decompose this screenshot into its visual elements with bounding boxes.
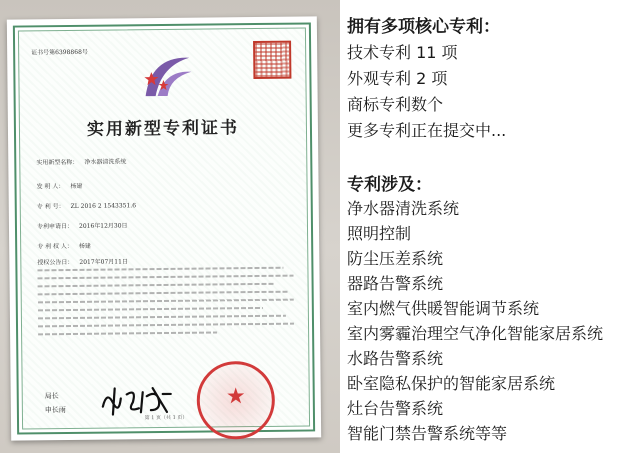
certificate-field (37, 200, 136, 210)
director-title: 局长 (44, 392, 59, 401)
field-label: 实用新型名称： (36, 158, 79, 167)
patent-scope-heading: 专利涉及： (347, 175, 432, 195)
certificate-field (36, 181, 82, 190)
core-patent-item: 技术专利 11 项 (347, 43, 458, 62)
patent-scope-item: 室内燃气供暖智能调节系统 (347, 299, 540, 318)
core-patents-heading: 拥有多项核心专利： (347, 17, 500, 37)
field-label: 发 明 人： (36, 183, 65, 191)
patent-scope-item: 灶台告警系统 (347, 399, 444, 418)
director-name: 申长雨 (44, 406, 66, 415)
core-patent-item: 更多专利正在提交中... (347, 121, 507, 140)
certificate-field (37, 256, 128, 266)
field-label: 授权公告日： (37, 258, 74, 267)
patent-scope-item: 水路告警系统 (347, 349, 444, 368)
field-label: 专利申请日： (36, 222, 74, 231)
field-value: 净水器清洗系统 (84, 158, 127, 166)
field-value: 2017年07月11日 (79, 258, 128, 266)
field-value: 杨建 (70, 182, 83, 190)
certificate-title: 实用新型专利证书 (86, 118, 240, 140)
patent-scope-item: 室内雾霾治理空气净化智能家居系统 (347, 324, 604, 343)
core-patent-item: 外观专利 2 项 (347, 69, 448, 88)
core-patent-item: 商标专利数个 (347, 95, 444, 114)
certificate-qr-stamp (253, 41, 291, 79)
patent-scope-item: 净水器清洗系统 (347, 199, 460, 218)
field-value: 杨建 (78, 242, 91, 250)
official-seal-icon: ★ (196, 361, 275, 440)
certificate-page-number: 第 1 页（共 1 页） (144, 414, 188, 422)
field-value: ZL 2016 2 1543351.6 (70, 202, 137, 210)
patent-scope-item: 卧室隐私保护的智能家居系统 (347, 374, 556, 393)
field-label: 专 利 号： (36, 203, 65, 211)
certificate-body-text (37, 267, 294, 342)
certificate-field (37, 220, 128, 230)
field-label: 专 利 权 人： (37, 242, 73, 251)
patent-scope-item: 器路告警系统 (347, 274, 444, 293)
patent-office-logo-icon (137, 50, 198, 107)
certificate-number: 证书号第6398868号 (31, 48, 88, 57)
field-value: 2016年12月30日 (78, 222, 128, 230)
patent-info-panel (340, 0, 640, 453)
patent-certificate (7, 16, 321, 440)
patent-scope-item: 防尘压差系统 (347, 249, 444, 268)
patent-scope-item: 照明控制 (347, 224, 412, 243)
certificate-field (37, 241, 91, 251)
patent-scope-item: 智能门禁告警系统等等 (347, 424, 508, 443)
certificate-field (36, 156, 126, 166)
